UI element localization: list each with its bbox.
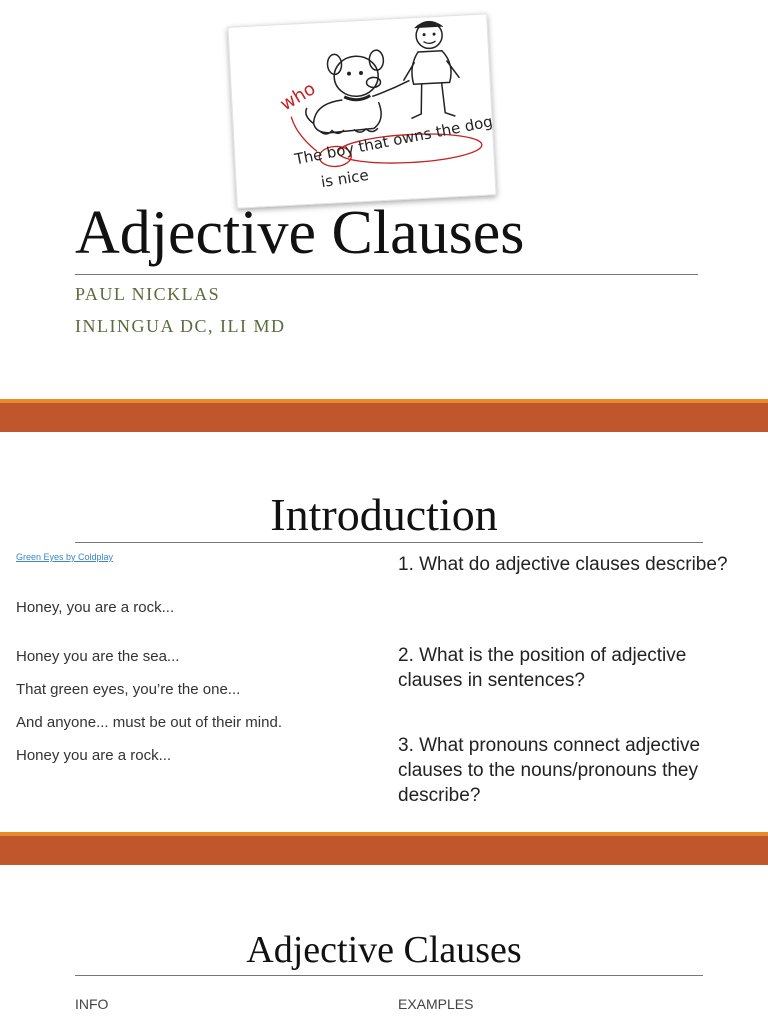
question-item: 1. What do adjective clauses describe? [398,554,728,575]
introduction-divider [75,542,703,543]
who-label: who [276,78,320,116]
lyric-line: Honey, you are a rock... [16,599,175,616]
title-divider [75,274,698,275]
lyric-line: That green eyes, you’re the one... [16,681,241,698]
lyric-line: Honey you are the sea... [16,648,180,665]
sentence-line1: The boy that owns the dog [293,112,495,169]
slide-divider-band [0,403,768,432]
slide-title-heading: Adjective Clauses [75,199,525,267]
author-affiliation: INLINGUA DC, ILI MD [75,316,286,336]
adjective-clauses-heading: Adjective Clauses [246,929,522,971]
lyric-line: And anyone... must be out of their mind. [16,714,282,731]
introduction-heading: Introduction [270,489,498,540]
examples-column-header: EXAMPLES [398,996,474,1012]
lyric-line: Honey you are a rock... [16,747,172,764]
sentence-line2: is nice [319,165,370,192]
slide-divider-band [0,836,768,865]
author-name: PAUL NICKLAS [75,284,221,304]
cartoon-drawing-image [227,13,496,208]
question-item: 2. What is the position of adjective clauses in sentences? [398,645,687,691]
slide-title [0,0,768,400]
adjective-clauses-divider [75,975,703,976]
question-item: 3. What pronouns connect adjective clauses to the nouns/pronouns they describe? [398,735,701,806]
coldplay-video-link[interactable]: Green Eyes by Coldplay [16,552,114,562]
boy-and-dog-sketch [228,14,495,207]
info-column-header: INFO [75,996,109,1012]
